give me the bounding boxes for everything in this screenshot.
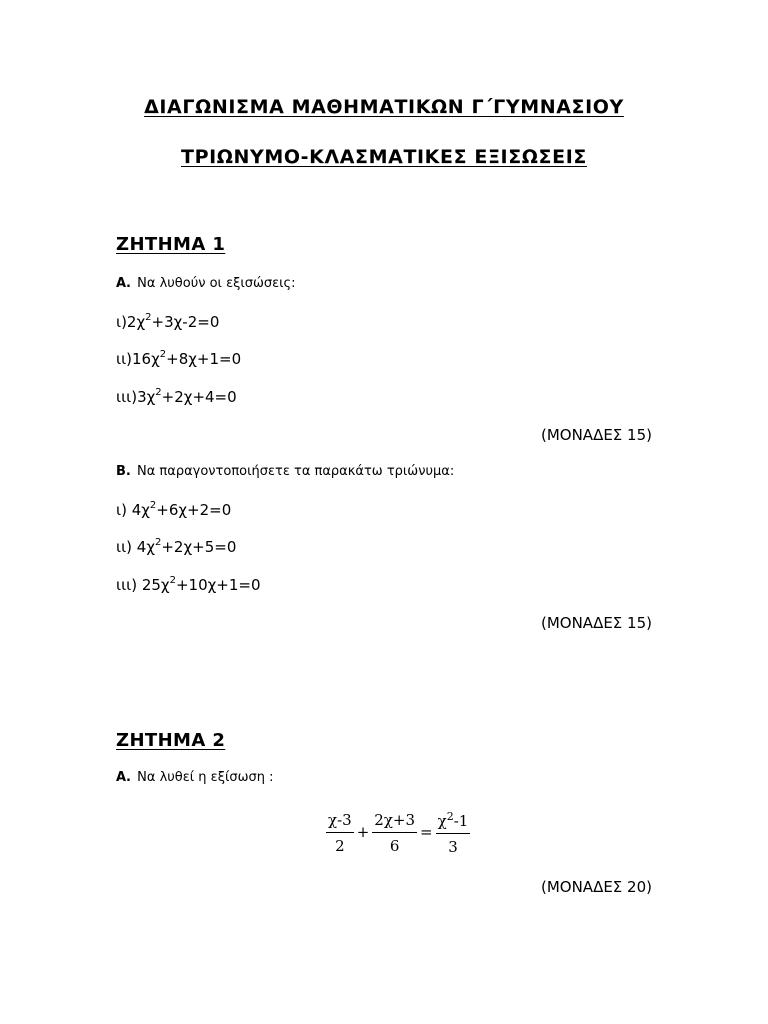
num-lead: χ xyxy=(437,812,447,830)
topic-1-part-a-prompt xyxy=(116,276,296,291)
num-tail: -1 xyxy=(453,812,469,830)
equation-1a-i xyxy=(116,313,219,331)
fraction-numerator: χ-3 xyxy=(326,811,354,833)
eq-exponent: 2 xyxy=(169,575,176,586)
eq-lead: ι)2χ xyxy=(116,313,146,331)
title-line-2: ΤΡΙΩΝΥΜΟ-ΚΛΑΣΜΑΤΙΚΕΣ ΕΞΙΣΩΣΕΙΣ xyxy=(181,146,587,168)
eq-tail: +3χ-2=0 xyxy=(151,313,220,331)
equals-sign: = xyxy=(420,823,433,841)
part-letter: Α. xyxy=(116,276,131,291)
eq-tail: +10χ+1=0 xyxy=(175,576,261,594)
equation-1b-ii xyxy=(116,538,236,556)
eq-lead: ιι)16χ xyxy=(116,350,160,368)
topic-1-heading: ΖΗΤΗΜΑ 1 xyxy=(116,234,226,255)
fraction-3 xyxy=(436,810,471,856)
eq-lead: ιιι) 25χ xyxy=(116,576,170,594)
part-letter: Β. xyxy=(116,464,131,479)
equation-1b-i xyxy=(116,501,231,519)
fraction-1 xyxy=(326,811,354,855)
prompt-text: Να λυθούν οι εξισώσεις: xyxy=(137,276,296,291)
equation-1a-iii xyxy=(116,388,237,406)
eq-lead: ιιι)3χ xyxy=(116,388,156,406)
fraction-numerator: 2χ+3 xyxy=(372,811,417,833)
plus-sign: + xyxy=(356,823,370,841)
fraction-2 xyxy=(372,811,417,855)
num-exponent: 2 xyxy=(446,810,454,823)
equation-1a-ii xyxy=(116,350,241,368)
topic-2-part-a-prompt xyxy=(116,770,273,785)
eq-lead: ιι) 4χ xyxy=(116,538,155,556)
marks-1a: (ΜΟΝΑΔΕΣ 15) xyxy=(540,426,652,444)
fraction-denominator: 3 xyxy=(448,838,458,856)
fraction-numerator xyxy=(436,810,471,834)
topic-2-heading: ΖΗΤΗΜΑ 2 xyxy=(116,730,226,751)
fractional-equation xyxy=(326,810,470,856)
equation-1b-iii xyxy=(116,576,261,594)
title-line-1: ΔΙΑΓΩΝΙΣΜΑ ΜΑΘΗΜΑΤΙΚΩΝ Γ΄ΓΥΜΝΑΣΙΟΥ xyxy=(144,96,624,118)
marks-1b: (ΜΟΝΑΔΕΣ 15) xyxy=(540,614,652,632)
fraction-denominator: 6 xyxy=(389,837,400,855)
eq-lead: ι) 4χ xyxy=(116,501,150,519)
eq-exponent: 2 xyxy=(145,312,152,323)
prompt-text: Να λυθεί η εξίσωση : xyxy=(137,770,274,785)
marks-2a: (ΜΟΝΑΔΕΣ 20) xyxy=(540,878,652,896)
prompt-text: Να παραγοντοποιήσετε τα παρακάτω τριώνυμα: xyxy=(137,464,455,479)
fraction-denominator: 2 xyxy=(335,837,345,855)
eq-exponent: 2 xyxy=(154,537,162,548)
topic-1-part-b-prompt xyxy=(116,464,454,479)
eq-tail: +2χ+4=0 xyxy=(161,388,237,406)
eq-tail: +6χ+2=0 xyxy=(156,501,232,519)
eq-exponent: 2 xyxy=(149,500,157,511)
eq-exponent: 2 xyxy=(159,349,167,360)
eq-exponent: 2 xyxy=(155,387,162,398)
part-letter: Α. xyxy=(116,770,131,785)
eq-tail: +8χ+1=0 xyxy=(166,350,242,368)
eq-tail: +2χ+5=0 xyxy=(161,538,237,556)
